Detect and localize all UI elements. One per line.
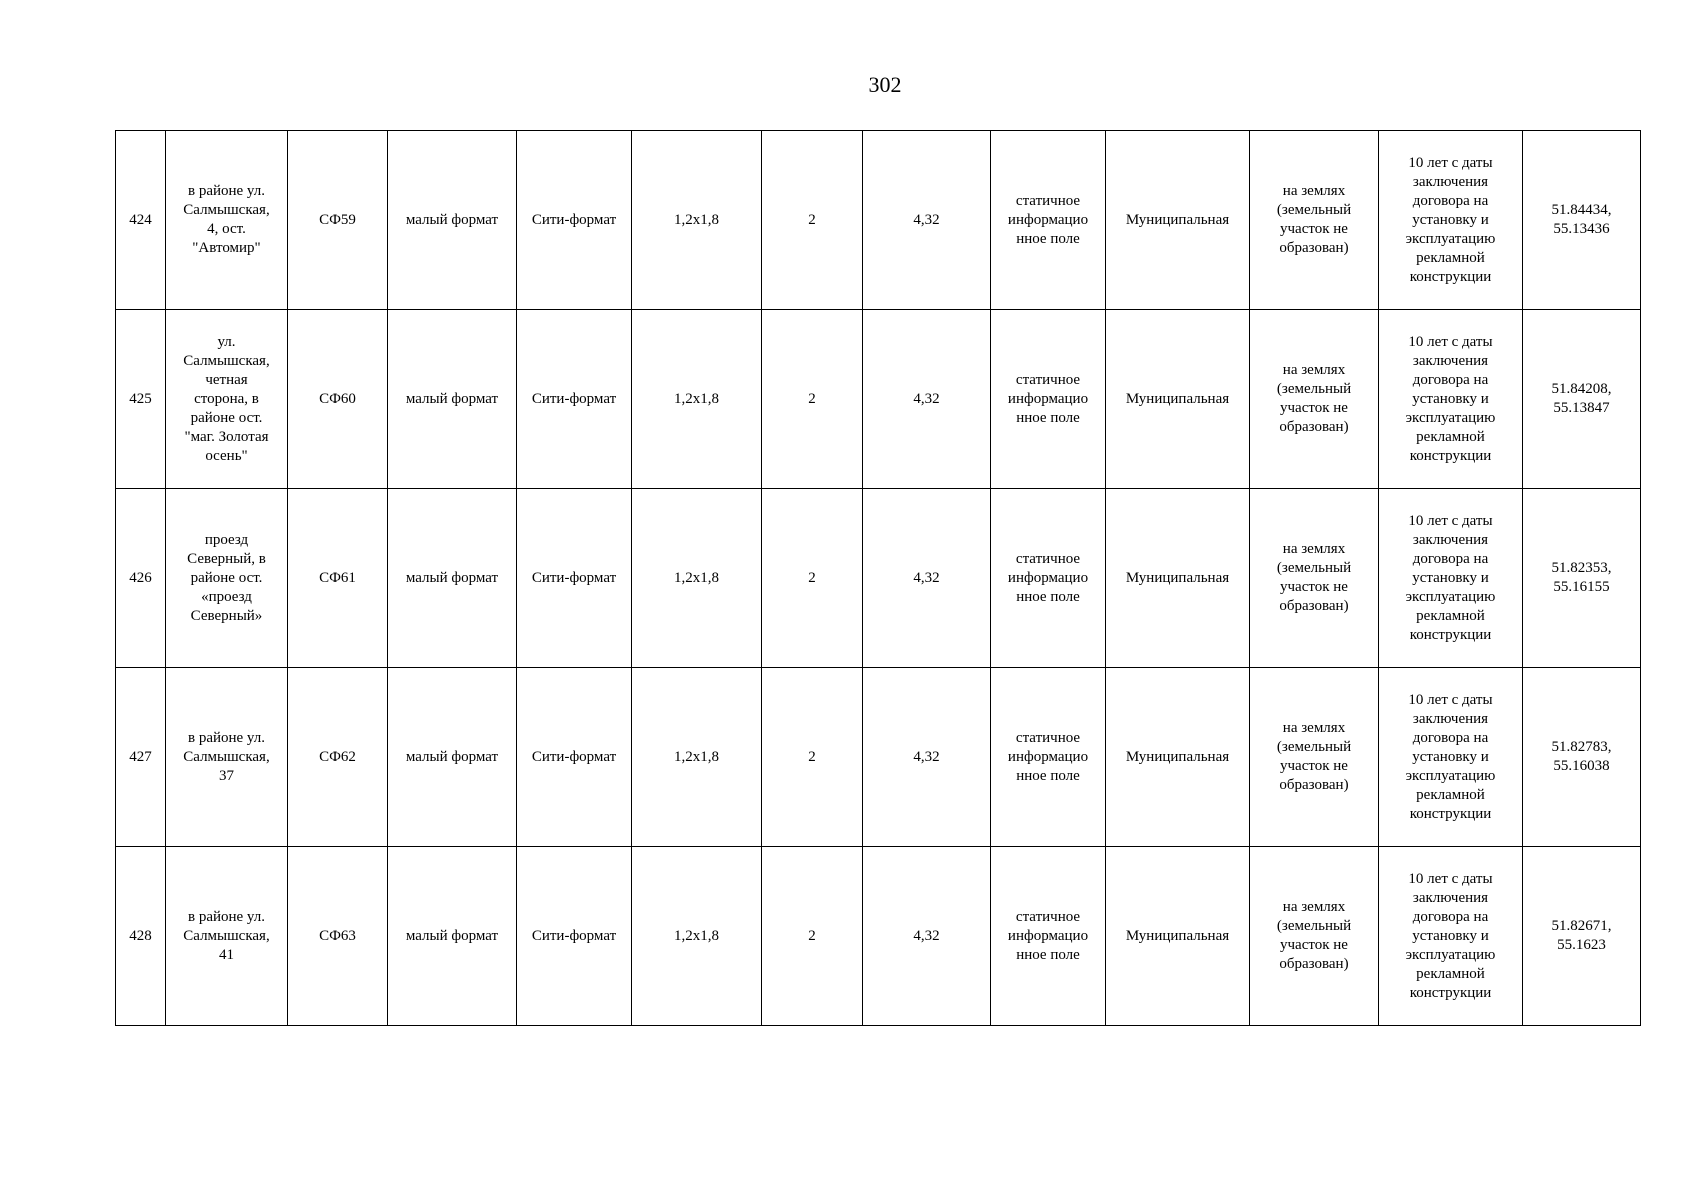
cell-ownership: Муниципальная <box>1106 847 1250 1026</box>
cell-land: на землях (земельный участок не образован) <box>1250 131 1379 310</box>
cell-area: 4,32 <box>863 847 991 1026</box>
cell-type: Сити-формат <box>517 131 632 310</box>
cell-coordinates: 51.82783, 55.16038 <box>1523 668 1641 847</box>
table-row <box>116 847 1641 1026</box>
cell-address: проезд Северный, в районе ост. «проезд Северный» <box>166 489 288 668</box>
table-row <box>116 310 1641 489</box>
cell-type: Сити-формат <box>517 310 632 489</box>
cell-info-field: статичное информацио нное поле <box>991 668 1106 847</box>
cell-type: Сити-формат <box>517 668 632 847</box>
cell-sides: 2 <box>762 668 863 847</box>
cell-coordinates: 51.82671, 55.1623 <box>1523 847 1641 1026</box>
cell-area: 4,32 <box>863 489 991 668</box>
cell-number: 427 <box>116 668 166 847</box>
cell-area: 4,32 <box>863 131 991 310</box>
cell-sides: 2 <box>762 489 863 668</box>
advertising-structures-table <box>115 130 1641 1026</box>
cell-sides: 2 <box>762 310 863 489</box>
cell-format: малый формат <box>388 847 517 1026</box>
cell-number: 428 <box>116 847 166 1026</box>
cell-term: 10 лет с даты заключения договора на установку и эксплуатацию рекламной конструкции <box>1379 847 1523 1026</box>
cell-format: малый формат <box>388 489 517 668</box>
cell-term: 10 лет с даты заключения договора на установку и эксплуатацию рекламной конструкции <box>1379 668 1523 847</box>
cell-address: в районе ул. Салмышская, 4, ост. "Автомир" <box>166 131 288 310</box>
cell-coordinates: 51.84208, 55.13847 <box>1523 310 1641 489</box>
cell-size: 1,2х1,8 <box>632 668 762 847</box>
cell-code: СФ63 <box>288 847 388 1026</box>
table-row <box>116 668 1641 847</box>
cell-address: в районе ул. Салмышская, 37 <box>166 668 288 847</box>
cell-coordinates: 51.82353, 55.16155 <box>1523 489 1641 668</box>
cell-type: Сити-формат <box>517 489 632 668</box>
cell-size: 1,2х1,8 <box>632 847 762 1026</box>
cell-land: на землях (земельный участок не образован) <box>1250 489 1379 668</box>
cell-land: на землях (земельный участок не образован) <box>1250 310 1379 489</box>
cell-ownership: Муниципальная <box>1106 310 1250 489</box>
cell-sides: 2 <box>762 847 863 1026</box>
cell-coordinates: 51.84434, 55.13436 <box>1523 131 1641 310</box>
cell-ownership: Муниципальная <box>1106 489 1250 668</box>
cell-code: СФ60 <box>288 310 388 489</box>
cell-info-field: статичное информацио нное поле <box>991 131 1106 310</box>
page-number: 302 <box>868 72 902 97</box>
cell-code: СФ61 <box>288 489 388 668</box>
cell-size: 1,2х1,8 <box>632 310 762 489</box>
cell-number: 425 <box>116 310 166 489</box>
cell-sides: 2 <box>762 131 863 310</box>
cell-code: СФ62 <box>288 668 388 847</box>
cell-info-field: статичное информацио нное поле <box>991 847 1106 1026</box>
cell-number: 424 <box>116 131 166 310</box>
cell-land: на землях (земельный участок не образован) <box>1250 668 1379 847</box>
cell-code: СФ59 <box>288 131 388 310</box>
table-row <box>116 131 1641 310</box>
cell-format: малый формат <box>388 668 517 847</box>
cell-ownership: Муниципальная <box>1106 668 1250 847</box>
cell-size: 1,2х1,8 <box>632 131 762 310</box>
cell-number: 426 <box>116 489 166 668</box>
cell-term: 10 лет с даты заключения договора на установку и эксплуатацию рекламной конструкции <box>1379 489 1523 668</box>
cell-ownership: Муниципальная <box>1106 131 1250 310</box>
cell-type: Сити-формат <box>517 847 632 1026</box>
cell-format: малый формат <box>388 310 517 489</box>
cell-info-field: статичное информацио нное поле <box>991 310 1106 489</box>
cell-land: на землях (земельный участок не образован) <box>1250 847 1379 1026</box>
cell-term: 10 лет с даты заключения договора на установку и эксплуатацию рекламной конструкции <box>1379 131 1523 310</box>
cell-address: ул. Салмышская, четная сторона, в районе ост. "маг. Золотая осень" <box>166 310 288 489</box>
cell-format: малый формат <box>388 131 517 310</box>
cell-size: 1,2х1,8 <box>632 489 762 668</box>
table-row <box>116 489 1641 668</box>
cell-area: 4,32 <box>863 668 991 847</box>
cell-area: 4,32 <box>863 310 991 489</box>
cell-term: 10 лет с даты заключения договора на установку и эксплуатацию рекламной конструкции <box>1379 310 1523 489</box>
cell-address: в районе ул. Салмышская, 41 <box>166 847 288 1026</box>
cell-info-field: статичное информацио нное поле <box>991 489 1106 668</box>
